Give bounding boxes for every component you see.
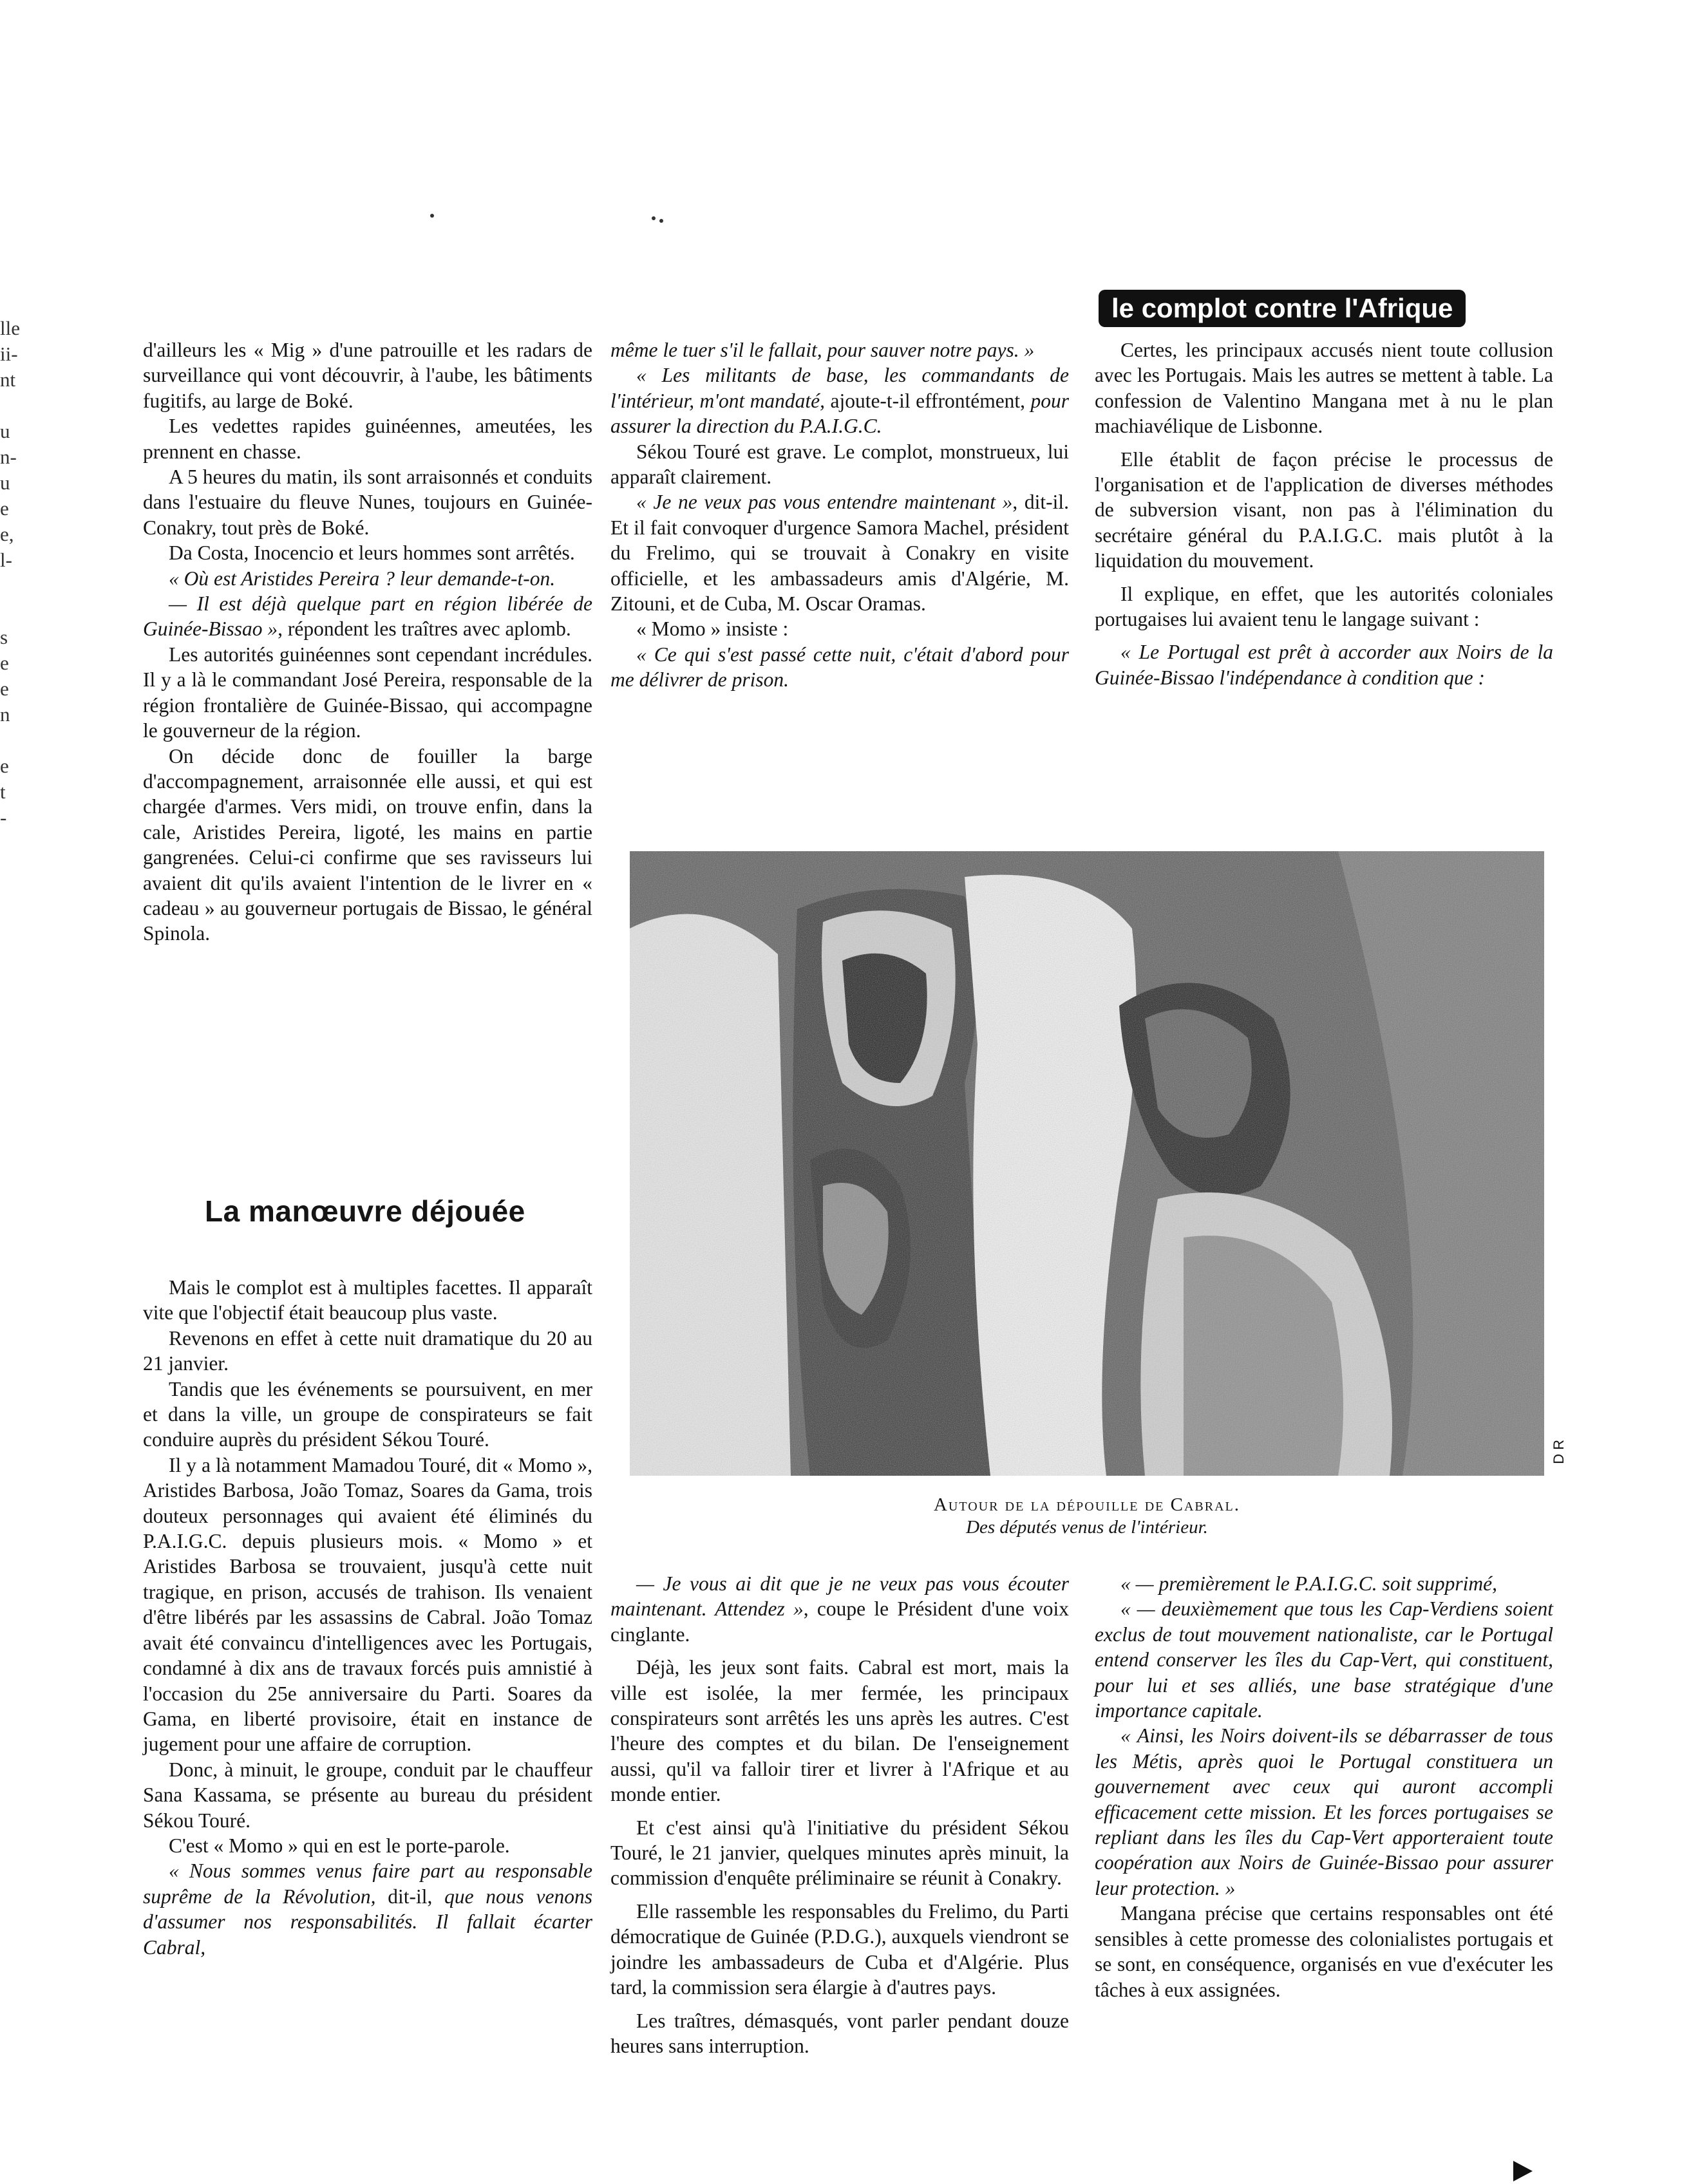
column-2-bottom: [610, 1571, 1069, 2058]
margin-fragment: n: [0, 703, 10, 726]
paragraph: Les vedettes rapides guinéennes, ameutées, les prennent en chasse.: [143, 415, 592, 463]
margin-fragment: e: [0, 677, 9, 700]
margin-fragment: u: [0, 471, 10, 494]
paragraph-quote: « — deuxièmement que tous les Cap-Verdiens soient exclus de tout mouvement nationaliste, car le Portugal entend conserver les îles du Cap-Vert, qui constituent, pour lui et ses alliés, une base stratégique d'une importance capitale.: [1095, 1597, 1553, 1722]
paragraph: Les autorités guinéennes sont cependant incrédules. Il y a là le commandant José Pereira, responsable de la région frontalière de Guinée-Bissao, qui accompagne le gouverneur de la région.: [143, 643, 592, 742]
margin-fragment: [0, 599, 52, 625]
paragraph: Tandis que les événements se poursuivent, en mer et dans la ville, un groupe de conspirateurs se fait conduire auprès du président Sékou Touré.: [143, 1377, 592, 1451]
paragraph: Et c'est ainsi qu'à l'initiative du président Sékou Touré, le 21 janvier, quelques minutes après minuit, la commission d'enquête préliminaire se réunit à Conakry.: [610, 1816, 1069, 1890]
quote-attribution: dit-il,: [375, 1885, 445, 1908]
stray-mark: [652, 216, 656, 220]
margin-fragment: lle: [0, 317, 20, 339]
quote-attribution: , répondent les traîtres avec aplomb.: [278, 617, 571, 641]
margin-fragment: n-: [0, 446, 17, 468]
subheading: La manœuvre déjouée: [205, 1194, 525, 1228]
paragraph: Elle établit de façon précise le processus de l'organisation et de l'application de diverses méthodes de subversion visant, non pas à l'élimination du secrétaire général du P.A.I.G.C. mais plutôt à la liquidation du mouvement.: [1095, 447, 1553, 572]
margin-fragment: e: [0, 652, 9, 674]
photo-caption: [630, 1494, 1544, 1539]
paragraph: Sékou Touré est grave. Le complot, monstrueux, lui apparaît clairement.: [610, 440, 1069, 489]
quote-text: — Je vous ai dit que je ne veux pas vous écouter maintenant. Attendez »: [610, 1572, 1069, 1621]
quote-attribution: , dit-il. Et il fait convoquer d'urgence Samora Machel, président du Frelimo, qui se trouvait à Conakry en visite officielle, et les ambassadeurs amis d'Algérie, M. Zitouni, et de Cuba, M. Oscar Oramas.: [610, 491, 1070, 616]
photo-illustration: [630, 851, 1544, 1476]
photo-cabral-remains: [630, 851, 1544, 1476]
quote-attribution: ajoute-t-il effrontément,: [825, 389, 1031, 412]
paragraph: Déjà, les jeux sont faits. Cabral est mort, mais la ville est isolée, la mer fermée, les principaux conspirateurs sont arrêtés les uns après les autres. C'est l'heure des comptes et du bilan. De l'enseignement aussi, qu'il va falloir tirer et livrer à l'Afrique et au monde entier.: [610, 1656, 1069, 1806]
paragraph-quote: « Ainsi, les Noirs doivent-ils se débarrasser de tous les Métis, après quoi le Portugal constituera un gouvernement avec ceux qui auront accompli efficacement cette mission. Et les forces portugaises se repliant dans les îles du Cap-Vert apporteraient toute coopération aux Noirs de Guinée-Bissao pour assurer leur protection. »: [1095, 1724, 1553, 1899]
caption-title: Autour de la dépouille de Cabral.: [933, 1494, 1241, 1515]
paragraph-quote: même le tuer s'il le fallait, pour sauver notre pays. »: [610, 339, 1035, 361]
column-1-top: [143, 337, 592, 946]
margin-fragment: l-: [0, 549, 12, 571]
column-2-top: [610, 337, 1069, 693]
previous-page-fragment: [0, 315, 52, 831]
paragraph-quote: « — premièrement le P.A.I.G.C. soit supprimé,: [1120, 1572, 1498, 1595]
margin-fragment: t: [0, 780, 6, 803]
paragraph-quote: [143, 591, 592, 642]
paragraph: Da Costa, Inocencio et leurs hommes sont arrêtés.: [169, 541, 575, 565]
caption-subtitle: Des députés venus de l'intérieur.: [966, 1517, 1208, 1538]
paragraph-quote: [610, 362, 1069, 438]
margin-fragment: s: [0, 626, 8, 648]
paragraph-quote: « Le Portugal est prêt à accorder aux Noirs de la Guinée-Bissao l'indépendance à condition que :: [1095, 641, 1553, 689]
paragraph: C'est « Momo » qui en est le porte-parole.: [169, 1834, 510, 1857]
quote-text: que nous venons d'assumer nos responsabilités. Il fallait écarter Cabral,: [143, 1885, 592, 1959]
paragraph: Mais le complot est à multiples facettes. Il apparaît vite que l'objectif était beaucoup plus vaste.: [143, 1276, 592, 1324]
column-1-bottom: [143, 1275, 592, 1960]
paragraph: A 5 heures du matin, ils sont arraisonnés et conduits dans l'estuaire du fleuve Nunes, toujours en Guinée-Conakry, tout près de Boké.: [143, 466, 592, 539]
paragraph: Revenons en effet à cette nuit dramatique du 20 au 21 janvier.: [143, 1326, 592, 1375]
margin-fragment: -: [0, 806, 7, 829]
quote-text: « Les militants de base, les commandants de l'intérieur, m'ont mandaté,: [610, 364, 1069, 412]
margin-fragment: [0, 728, 52, 753]
paragraph-quote: [143, 1858, 592, 1960]
paragraph: Il y a là notamment Mamadou Touré, dit « Momo », Aristides Barbosa, João Tomaz, Soares da Gama, trois douteux personnages qui avaient été éliminés du P.A.I.G.C. depuis plusieurs mois. « Momo » et Aristides Barbosa se trouvaient, jusqu'à cette nuit tragique, en prison, accusés de trahison. Ils venaient d'être libérés par les assassins de Cabral. João Tomaz avait été convaincu d'intelligences avec les Portugais, condamné à dix ans de travaux forcés puis amnistié à l'occasion du 25e anniversaire du Parti. Soares da Gama, en liberté provisoire, était en instance de jugement pour une affaire de corruption.: [143, 1453, 592, 1756]
quote-text: — Il est déjà quelque part en région libérée de Guinée-Bissao »: [143, 592, 592, 641]
paragraph: « Momo » insiste :: [636, 617, 789, 641]
paragraph-quote: « Ce qui s'est passé cette nuit, c'était d'abord pour me délivrer de prison.: [610, 643, 1069, 692]
margin-fragment: e: [0, 497, 9, 520]
column-3-bottom: [1095, 1571, 1553, 2002]
quote-attribution: , coupe le Président d'une voix cinglante.: [610, 1597, 1069, 1646]
paragraph-quote: [610, 1571, 1069, 1647]
margin-fragment: e,: [0, 523, 14, 545]
paragraph-quote: [610, 489, 1069, 616]
stray-mark: [430, 214, 434, 218]
paragraph: Elle rassemble les responsables du Frelimo, du Parti démocratique de Guinée (P.D.G.), auxquels viendront se joindre les ambassadeurs de Cuba et d'Algérie. Plus tard, la commission sera élargie à d'autres pays.: [610, 1899, 1069, 1999]
section-banner: le complot contre l'Afrique: [1099, 290, 1466, 327]
paragraph: Mangana précise que certains responsables ont été sensibles à cette promesse des colonialistes portugais et se sont, en conséquence, organisés en vue d'exécuter les tâches à eux assignées.: [1095, 1902, 1553, 2001]
photo-credit: D R: [1551, 1440, 1567, 1464]
paragraph: Certes, les principaux accusés nient toute collusion avec les Portugais. Mais les autres se mettent à table. La confession de Valentino Mangana met à nu le plan machiavélique de Lisbonne.: [1095, 339, 1553, 438]
paragraph: Les traîtres, démasqués, vont parler pendant douze heures sans interruption.: [610, 2009, 1069, 2057]
quote-text: « Je ne veux pas vous entendre maintenant »: [636, 491, 1013, 514]
stray-mark: [659, 219, 663, 223]
paragraph: On décide donc de fouiller la barge d'accompagnement, arraisonnée elle aussi, et qui est chargée d'armes. Vers midi, on trouve enfin, dans la cale, Aristides Pereira, ligoté, les mains en partie gangrenées. Celui-ci confirme que ses ravisseurs lui avaient dit qu'ils avaient l'intention de le livrer en « cadeau » au gouverneur portugais de Bissao, le général Spinola.: [143, 744, 592, 945]
continue-arrow-icon: [1513, 2161, 1533, 2181]
paragraph-quote: « Où est Aristides Pereira ? leur demande-t-on.: [169, 567, 556, 590]
margin-fragment: u: [0, 420, 10, 442]
paragraph: Il explique, en effet, que les autorités coloniales portugaises lui avaient tenu le langage suivant :: [1095, 582, 1553, 631]
paragraph: Donc, à minuit, le groupe, conduit par le chauffeur Sana Kassama, se présente au bureau du président Sékou Touré.: [143, 1758, 592, 1832]
paragraph: d'ailleurs les « Mig » d'une patrouille et les radars de surveillance qui vont découvrir, à l'aube, les bâtiments fugitifs, au large de Boké.: [143, 339, 592, 412]
margin-fragment: e: [0, 755, 9, 777]
margin-fragment: ii-: [0, 343, 18, 365]
margin-fragment: [0, 573, 52, 599]
quote-text: « Nous sommes venus faire part au responsable suprême de la Révolution,: [143, 1859, 592, 1908]
quote-text: pour assurer la direction du P.A.I.G.C.: [610, 389, 1069, 438]
margin-fragment: [0, 393, 52, 419]
column-3-top: [1095, 337, 1553, 690]
margin-fragment: nt: [0, 368, 16, 391]
